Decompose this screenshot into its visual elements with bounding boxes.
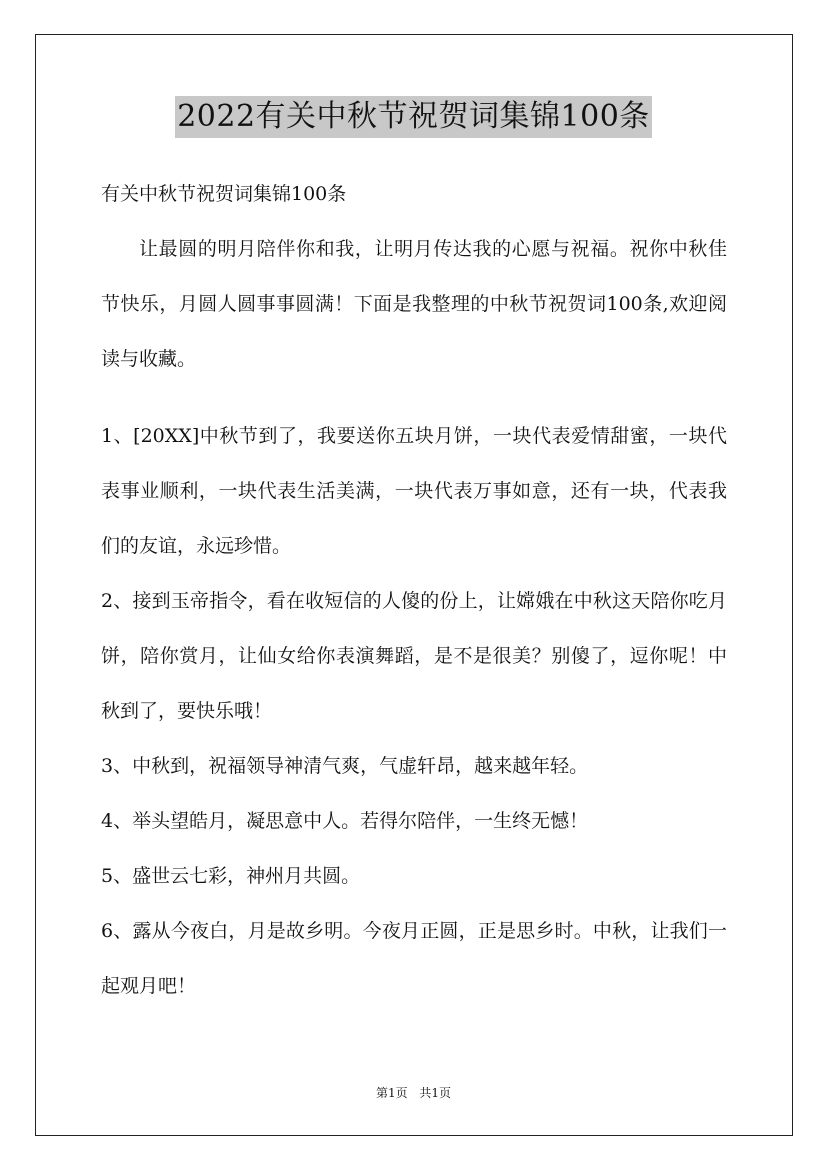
list-item: 2、接到玉帝指令，看在收短信的人傻的份上，让嫦娥在中秋这天陪你吃月饼，陪你赏月，让仙女给你表演舞蹈，是不是很美？别傻了，逗你呢！中秋到了，要快乐哦！	[101, 590, 727, 722]
title-container	[0, 96, 827, 138]
list-item: 3、中秋到，祝福领导神清气爽，气虚轩昂，越来越年轻。	[101, 755, 589, 777]
document-subtitle: 有关中秋节祝贺词集锦100条	[101, 183, 347, 205]
list-item: 4、举头望皓月，凝思意中人。若得尔陪伴，一生终无憾！	[101, 810, 589, 832]
page-total: 共1页	[419, 1086, 452, 1100]
greeting-list	[101, 409, 727, 1014]
list-item: 5、盛世云七彩，神州月共圆。	[101, 865, 361, 887]
intro-paragraph: 让最圆的明月陪伴你和我，让明月传达我的心愿与祝福。祝你中秋佳节快乐，月圆人圆事事圆满！下面是我整理的中秋节祝贺词100条,欢迎阅读与收藏。	[101, 238, 727, 370]
document-title: 2022有关中秋节祝贺词集锦100条	[175, 96, 652, 138]
page-footer	[0, 1084, 827, 1101]
list-item: 1、[20XX]中秋节到了，我要送你五块月饼，一块代表爱情甜蜜，一块代表事业顺利，一块代表生活美满，一块代表万事如意，还有一块，代表我们的友谊，永远珍惜。	[101, 425, 727, 557]
page-number: 第1页	[375, 1086, 408, 1100]
list-item: 6、露从今夜白，月是故乡明。今夜月正圆，正是思乡时。中秋，让我们一起观月吧！	[101, 920, 727, 997]
